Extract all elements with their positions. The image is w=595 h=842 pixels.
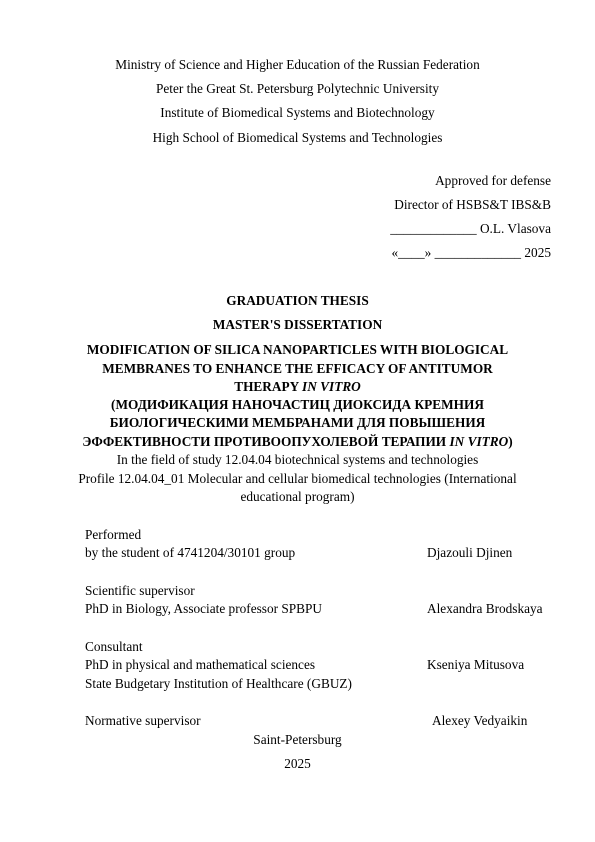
profile-line-2: educational program) — [240, 489, 355, 504]
approval-line: Approved for defense — [435, 173, 551, 188]
title-ru-line-2: БИОЛОГИЧЕСКИМИ МЕМБРАНАМИ ДЛЯ ПОВЫШЕНИЯ — [109, 415, 486, 430]
consultant-org: State Budgetary Institution of Healthcare (GBUZ) — [85, 676, 352, 691]
title-ru-line-3-italic: IN VITRO — [449, 434, 509, 449]
consultant-name: Kseniya Mitusova — [427, 657, 525, 672]
consultant-label: Consultant — [85, 639, 143, 654]
ministry-line: Ministry of Science and Higher Education of the Russian Federation — [115, 57, 480, 72]
title-en-line-3-main: THERAPY — [234, 379, 303, 394]
title-en-line-1: MODIFICATION OF SILICA NANOPARTICLES WITH BIOLOGICAL — [86, 342, 509, 357]
thesis-type-2: MASTER'S DISSERTATION — [212, 317, 383, 332]
supervisor-label: Scientific supervisor — [85, 583, 195, 598]
university-line: Peter the Great St. Petersburg Polytechnic University — [156, 81, 439, 96]
city-line: Saint-Petersburg — [253, 732, 342, 747]
institute-line: Institute of Biomedical Systems and Biotechnology — [160, 105, 435, 120]
school-line: High School of Biomedical Systems and Technologies — [152, 130, 443, 145]
profile-line-1: Profile 12.04.04_01 Molecular and cellular biomedical technologies (International — [78, 471, 517, 486]
student-label: by the student of 4741204/30101 group — [85, 545, 296, 560]
title-en-line-3-italic: IN VITRO — [302, 379, 361, 394]
director-line: Director of HSBS&T IBS&B — [394, 197, 551, 212]
signature-line: _____________ O.L. Vlasova — [390, 221, 551, 236]
title-ru-line-1: (МОДИФИКАЦИЯ НАНОЧАСТИЦ ДИОКСИДА КРЕМНИЯ — [111, 397, 484, 412]
supervisor-name: Alexandra Brodskaya — [427, 601, 543, 616]
field-of-study: In the field of study 12.04.04 biotechnical systems and technologies — [116, 452, 479, 467]
title-ru-line-3-close: ) — [508, 434, 513, 449]
performed-label: Performed — [85, 527, 142, 542]
title-ru-line-3-main: ЭФФЕКТИВНОСТИ ПРОТИВООПУХОЛЕВОЙ ТЕРАПИИ — [82, 434, 450, 449]
date-line: «____» _____________ 2025 — [391, 245, 551, 260]
title-ru-line-3 — [0, 435, 595, 448]
student-name: Djazouli Djinen — [427, 545, 513, 560]
title-en-line-2: MEMBRANES TO ENHANCE THE EFFICACY OF ANTITUMOR — [102, 361, 493, 376]
normative-label: Normative supervisor — [85, 713, 201, 728]
normative-name: Alexey Vedyaikin — [432, 713, 528, 728]
consultant-role: PhD in physical and mathematical sciences — [85, 657, 316, 672]
thesis-type-1: GRADUATION THESIS — [226, 293, 369, 308]
supervisor-role: PhD in Biology, Associate professor SPBPU — [85, 601, 323, 616]
title-en-line-3 — [0, 380, 595, 393]
year-line: 2025 — [284, 756, 311, 771]
